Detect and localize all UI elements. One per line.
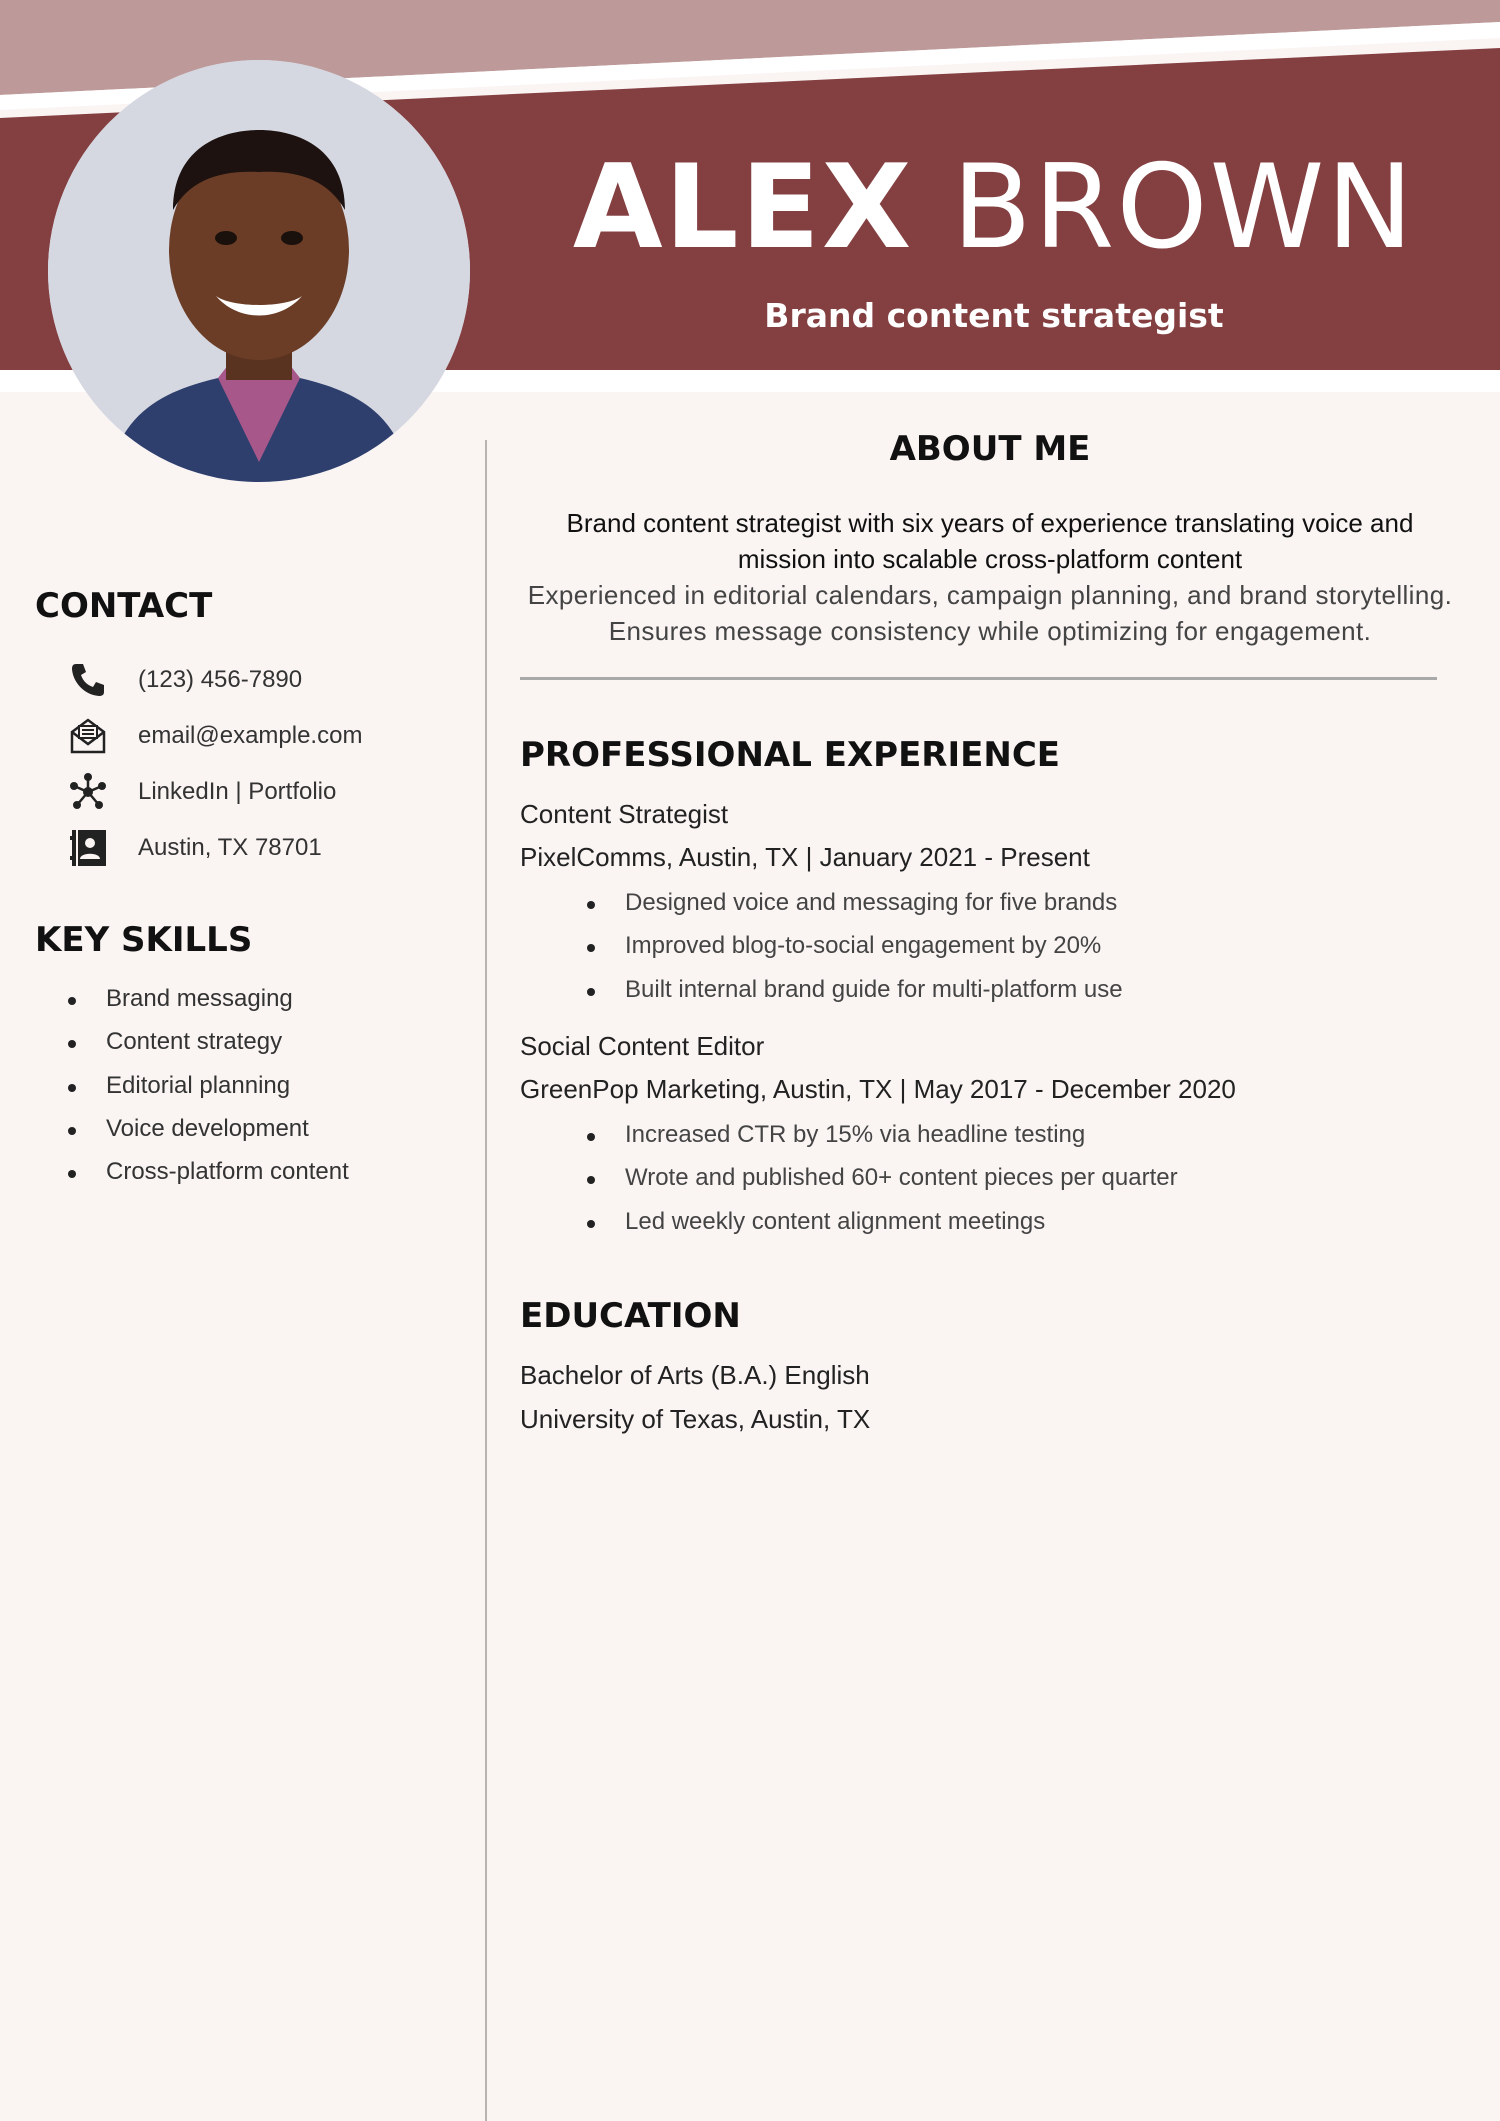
- education-heading: EDUCATION: [520, 1296, 741, 1336]
- skills-list: [66, 981, 349, 1197]
- job-title: Social Content Editor: [520, 1031, 765, 1061]
- contact-email: [66, 708, 362, 764]
- about-lead: Brand content strategist with six years of experience translating voice and mission into scalable cross-platform content: [566, 508, 1414, 574]
- job-bullets: [585, 885, 1123, 1015]
- skill-item: Cross-platform content: [66, 1154, 349, 1197]
- address-book-icon: [66, 826, 110, 870]
- candidate-name: [520, 140, 1468, 275]
- network-icon: [66, 770, 110, 814]
- skill-item: Brand messaging: [66, 981, 349, 1024]
- contact-links: [66, 764, 362, 820]
- skill-item: Content strategy: [66, 1024, 349, 1067]
- email-icon: [66, 714, 110, 758]
- about-detail: Experienced in editorial calendars, campaign planning, and brand storytelling. Ensures message consistency while optimizing for engagement.: [527, 580, 1453, 646]
- contact-heading: CONTACT: [35, 586, 213, 626]
- links-text[interactable]: LinkedIn | Portfolio: [138, 778, 337, 805]
- profile-photo: [48, 60, 470, 482]
- skill-item: Editorial planning: [66, 1068, 349, 1111]
- about-heading: ABOUT ME: [889, 429, 1091, 469]
- email-text[interactable]: email@example.com: [138, 722, 363, 749]
- job-subtitle: Brand content strategist: [764, 296, 1224, 335]
- contact-address: [66, 820, 362, 876]
- job-bullet: Built internal brand guide for multi-platform use: [585, 972, 1123, 1015]
- phone-text[interactable]: (123) 456-7890: [138, 666, 303, 693]
- job-bullets: [585, 1117, 1178, 1247]
- job-bullet: Designed voice and messaging for five brands: [585, 885, 1123, 928]
- education-degree: Bachelor of Arts (B.A.) English: [520, 1360, 870, 1390]
- phone-icon: [66, 658, 110, 702]
- job-bullet: Increased CTR by 15% via headline testing: [585, 1117, 1178, 1160]
- experience-heading: PROFESSIONAL EXPERIENCE: [520, 735, 1060, 775]
- column-divider: [485, 440, 487, 2121]
- contact-phone: [66, 652, 362, 708]
- job-bullet: Improved blog-to-social engagement by 20%: [585, 928, 1123, 971]
- job-title: Content Strategist: [520, 799, 729, 829]
- job-meta: PixelComms, Austin, TX | January 2021 - Present: [520, 842, 1090, 872]
- job-bullet: Led weekly content alignment meetings: [585, 1204, 1178, 1247]
- section-divider: [520, 677, 1437, 680]
- address-text: Austin, TX 78701: [138, 834, 322, 861]
- last-name: BROWN: [952, 140, 1416, 275]
- skills-heading: KEY SKILLS: [35, 920, 253, 960]
- contact-list: [66, 652, 362, 876]
- education-school: University of Texas, Austin, TX: [520, 1404, 871, 1434]
- job-meta: GreenPop Marketing, Austin, TX | May 2017 - December 2020: [520, 1074, 1236, 1104]
- job-bullet: Wrote and published 60+ content pieces per quarter: [585, 1160, 1178, 1203]
- first-name: ALEX: [572, 140, 914, 275]
- skill-item: Voice development: [66, 1111, 349, 1154]
- portrait-illustration: [48, 60, 470, 482]
- about-body: [520, 505, 1460, 649]
